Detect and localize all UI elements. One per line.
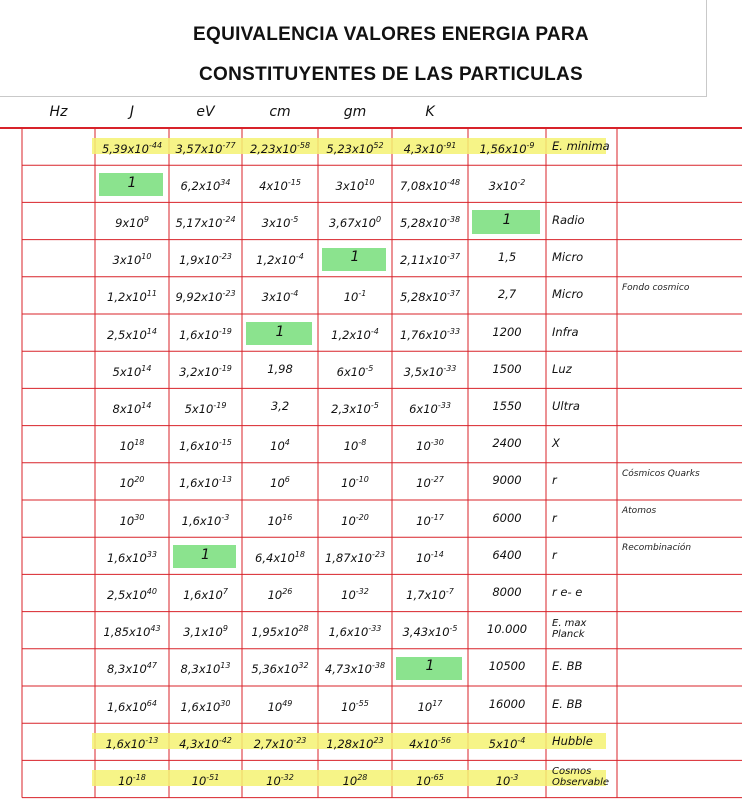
cell-k: 10500 (488, 659, 526, 674)
cell-k: 6000 (492, 510, 522, 525)
cell-label: Cosmos Observable (552, 766, 610, 789)
cell-hz: $1,2x10^{11}$ (107, 289, 157, 305)
cell-j: $1,6x10^7$ (183, 587, 228, 602)
cell-label: Micro (552, 250, 584, 265)
cell-hz: $5,39x10^{-44}$ (101, 140, 163, 156)
cell-j: $5,17x10^{-24}$ (175, 215, 236, 230)
cell-note: Recombinación (622, 543, 692, 554)
cell-cm: $1,87x10^{-23}$ (324, 549, 386, 565)
cell-note: Atomos (622, 506, 657, 516)
cell-k: $3x10^{-2}$ (488, 177, 526, 193)
cell-j: $1,6x10^{-13}$ (179, 475, 232, 491)
column-header-ev: eV (196, 104, 215, 120)
cell-cm: $10^{-20}$ (341, 512, 369, 528)
cell-gm: $5,28x10^{-37}$ (399, 289, 461, 305)
document-title-line2: CONSTITUYENTES DE LAS PARTICULAS (199, 64, 583, 85)
cell-cm: $1,28x10^{23}$ (326, 735, 384, 751)
cell-label: Ultra (552, 399, 580, 413)
cell-gm: $10^{-17}$ (416, 512, 444, 528)
cell-hz: $10^{20}$ (119, 475, 145, 491)
cell-label: Luz (552, 361, 572, 376)
cell-gm: $10^{-65}$ (416, 773, 444, 788)
cell-ev: $1,95x10^{28}$ (251, 624, 309, 640)
cell-k: 10.000 (486, 622, 528, 637)
cell-k: 16000 (488, 696, 526, 711)
cell-gm: $4,3x10^{-91}$ (403, 140, 457, 156)
cell-ev: 3,2 (270, 399, 290, 413)
cell-ev: $10^4$ (270, 438, 290, 454)
cell-cm: $6x10^{-5}$ (336, 363, 374, 379)
cell-j: $3,2x10^{-19}$ (179, 363, 232, 379)
cell-ev: $3x10^{-4}$ (261, 289, 299, 305)
column-header-k: K (425, 104, 435, 120)
cell-k: $5x10^{-4}$ (488, 735, 526, 751)
cell-gm: $3,43x10^{-5}$ (402, 624, 458, 640)
cell-gm: $2,11x10^{-37}$ (399, 252, 461, 268)
cell-j: $9,92x10^{-23}$ (175, 289, 236, 305)
cell-j: $3,57x10^{-77}$ (175, 140, 236, 156)
cell-note: Cósmicos Quarks (622, 468, 700, 479)
cell-hz: $3x10^{10}$ (112, 252, 152, 268)
cell-j: $3,1x10^9$ (183, 624, 228, 640)
cell-label: r (552, 510, 557, 525)
cell-hz: $5x10^{14}$ (112, 363, 152, 379)
cell-label: E. BB (552, 696, 583, 711)
cell-ev: $5,36x10^{32}$ (251, 661, 309, 677)
cell-j: $6,2x10^{34}$ (180, 177, 231, 193)
cell-gm: 1 (425, 658, 435, 675)
cell-k: 1550 (492, 399, 522, 413)
cell-label: r (552, 473, 557, 488)
cell-hz: $1,85x10^{43}$ (103, 624, 161, 640)
cell-label: X (552, 436, 560, 451)
cell-cm: $4,73x10^{-38}$ (324, 661, 386, 677)
cell-cm: $10^{-55}$ (341, 698, 369, 714)
cell-hz: $10^{18}$ (119, 438, 145, 454)
cell-hz: $8,3x10^{47}$ (107, 661, 157, 677)
cell-label: Radio (552, 213, 585, 227)
cell-gm: $10^{-27}$ (416, 475, 444, 491)
cell-label: Infra (552, 324, 579, 339)
column-header-hz: Hz (49, 104, 68, 120)
cell-gm: $5,28x10^{-38}$ (399, 215, 461, 230)
cell-cm: $2,3x10^{-5}$ (331, 401, 379, 416)
cell-gm: $3,5x10^{-33}$ (403, 363, 457, 379)
cell-gm: $1,76x10^{-33}$ (399, 326, 461, 342)
cell-gm: $6x10^{-33}$ (409, 401, 451, 416)
cell-j: $1,9x10^{-23}$ (179, 252, 232, 268)
cell-ev: $10^{49}$ (267, 698, 293, 714)
cell-hz: $2,5x10^{40}$ (107, 587, 157, 602)
cell-j: 1 (201, 546, 210, 563)
cell-k: 1,5 (497, 250, 517, 265)
column-header-cm: cm (269, 104, 291, 120)
cell-gm: $1,7x10^{-7}$ (406, 587, 454, 602)
cell-k: 1200 (492, 324, 522, 339)
cell-cm: $10^{-10}$ (341, 475, 369, 491)
cell-hz: $1,6x10^{64}$ (107, 698, 157, 714)
cell-note: Fondo cosmico (622, 282, 690, 293)
cell-k: 1 (502, 212, 512, 228)
cell-label: Micro (552, 287, 584, 302)
cell-k: $1,56x10^{-9}$ (479, 140, 535, 156)
cell-k: 6400 (492, 547, 522, 562)
cell-gm: $10^{-14}$ (416, 549, 444, 565)
cell-ev: $4x10^{-15}$ (259, 177, 301, 193)
cell-cm: $10^{-8}$ (343, 438, 367, 454)
cell-j: $1,6x10^{-3}$ (181, 512, 230, 528)
cell-hz: $10^{-18}$ (118, 773, 146, 788)
cell-k: $10^{-3}$ (495, 773, 519, 788)
cell-k: 9000 (492, 473, 522, 488)
cell-ev: $3x10^{-5}$ (261, 215, 299, 230)
cell-gm: $4x10^{-56}$ (409, 735, 451, 751)
cell-j: $1,6x10^{-15}$ (179, 438, 232, 454)
cell-hz: $2,5x10^{14}$ (107, 326, 157, 342)
cell-gm: $7,08x10^{-48}$ (399, 177, 461, 193)
cell-hz: $1,6x10^{-13}$ (105, 735, 159, 751)
cell-cm: $5,23x10^{52}$ (326, 140, 384, 156)
cell-cm: $10^{28}$ (342, 773, 368, 788)
document-title-line1: EQUIVALENCIA VALORES ENERGIA PARA (193, 24, 589, 45)
cell-hz: $10^{30}$ (119, 512, 145, 528)
cell-ev: $10^{16}$ (267, 512, 293, 528)
cell-k: 8000 (492, 585, 522, 599)
cell-cm: $1,2x10^{-4}$ (331, 326, 379, 342)
cell-label: Hubble (552, 733, 593, 748)
cell-ev: $10^{-32}$ (266, 773, 294, 788)
cell-j: $4,3x10^{-42}$ (179, 735, 232, 751)
cell-cm: $3,67x10^0$ (328, 215, 382, 230)
cell-label: E. minima (552, 138, 610, 153)
cell-ev: $1,2x10^{-4}$ (256, 252, 304, 268)
cell-cm: $1,6x10^{-33}$ (328, 624, 382, 640)
cell-cm: $10^{-1}$ (343, 289, 367, 305)
cell-ev: $10^6$ (270, 475, 290, 491)
cell-cm: $3x10^{10}$ (335, 177, 375, 193)
cell-hz: 1 (127, 174, 137, 191)
cell-hz: $8x10^{14}$ (112, 401, 152, 416)
cell-hz: $9x10^9$ (115, 215, 149, 230)
cell-label: r (552, 547, 557, 562)
cell-j: $8,3x10^{13}$ (180, 661, 231, 677)
cell-j: $10^{-51}$ (191, 773, 220, 788)
cell-ev: $6,4x10^{18}$ (255, 549, 305, 565)
cell-j: $1,6x10^{30}$ (180, 698, 231, 714)
cell-k: 2400 (492, 436, 522, 451)
cell-label: E. BB (552, 659, 583, 674)
cell-gm: $10^{17}$ (417, 698, 443, 714)
column-header-gm: gm (343, 104, 367, 120)
cell-ev: 1,98 (267, 361, 293, 376)
cell-ev: $2,7x10^{-23}$ (253, 735, 307, 751)
cell-k: 1500 (492, 361, 522, 376)
cell-cm: $10^{-32}$ (341, 587, 369, 602)
cell-cm: 1 (350, 249, 360, 266)
cell-ev: $10^{26}$ (267, 587, 293, 602)
cell-ev: 1 (275, 323, 285, 340)
cell-label: r e- e (552, 585, 583, 599)
cell-label: E. max Planck (552, 617, 587, 640)
cell-j: $5x10^{-19}$ (184, 401, 227, 416)
cell-hz: $1,6x10^{33}$ (107, 549, 157, 565)
column-header-j: J (129, 104, 135, 120)
cell-ev: $2,23x10^{-58}$ (249, 140, 311, 156)
cell-j: $1,6x10^{-19}$ (179, 326, 232, 342)
cell-gm: $10^{-30}$ (416, 438, 444, 454)
cell-k: 2,7 (497, 287, 517, 302)
